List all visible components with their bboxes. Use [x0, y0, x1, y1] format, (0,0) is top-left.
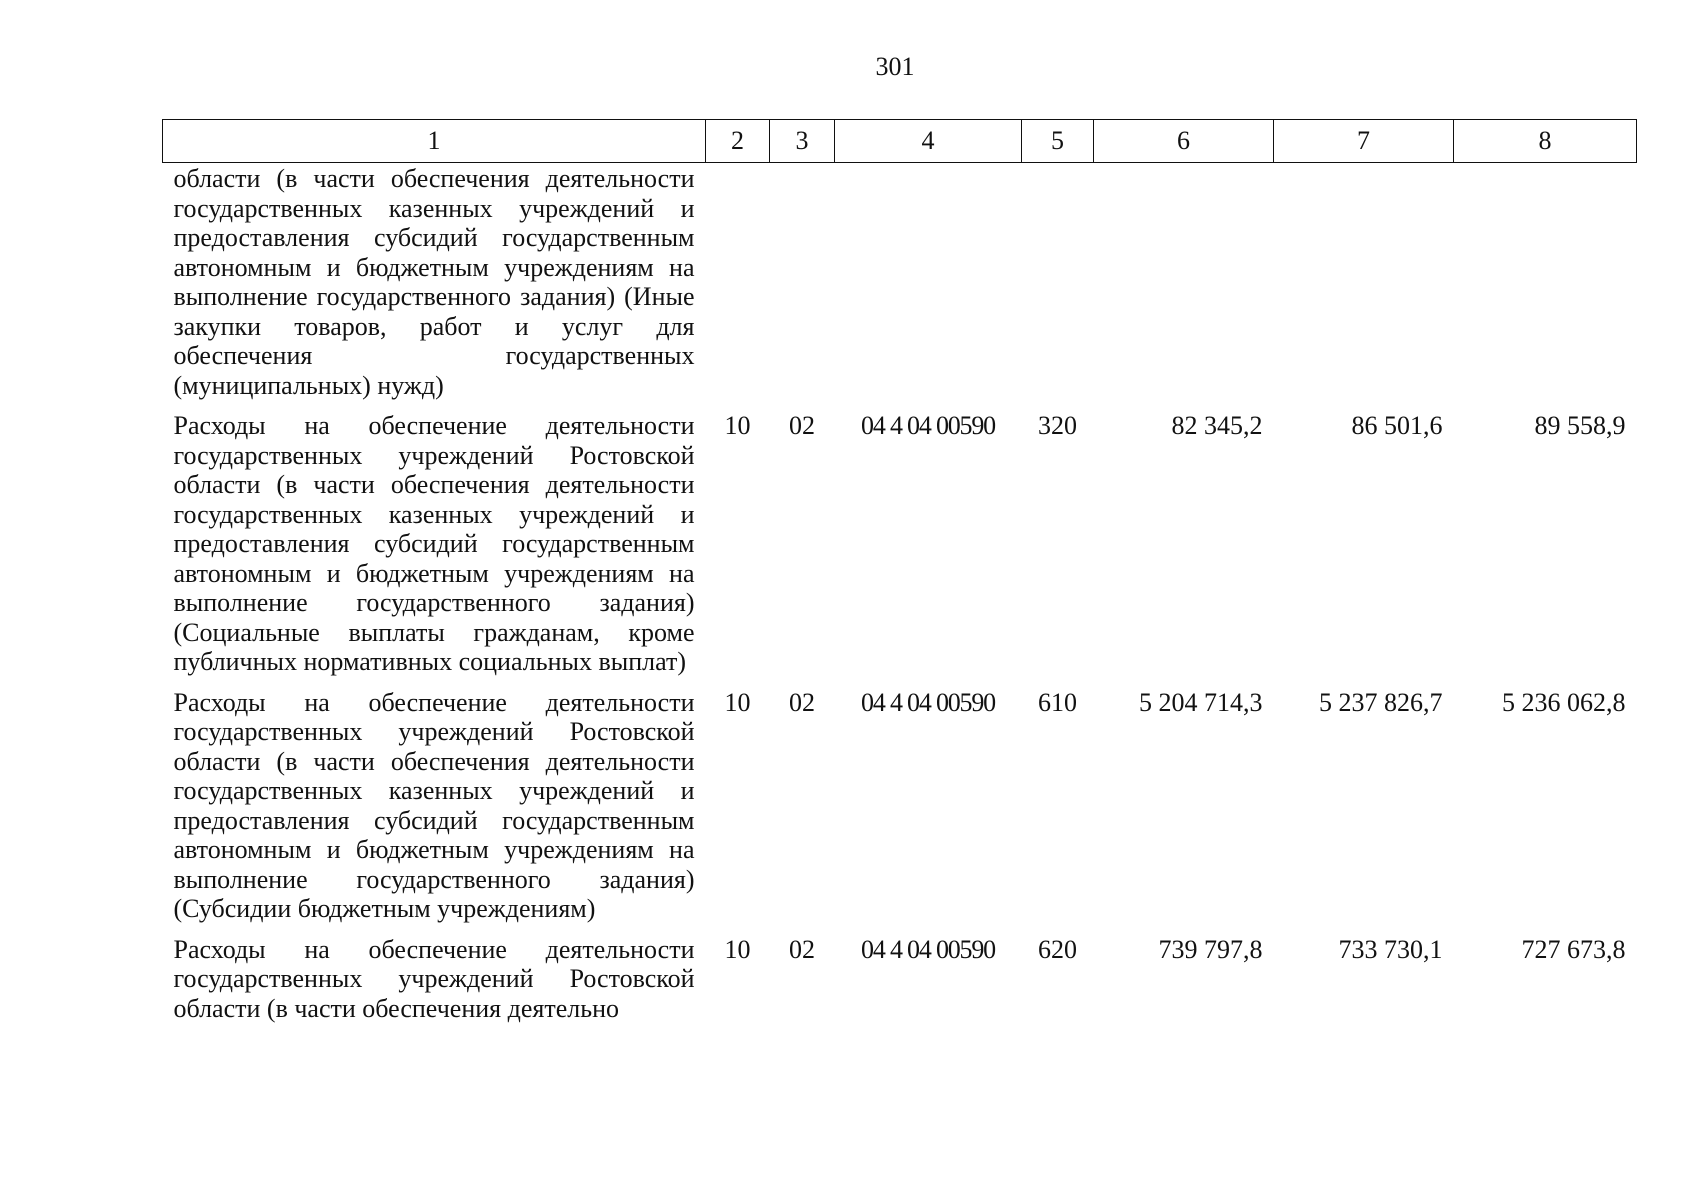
header-row [163, 120, 1637, 163]
header-cell-5: 5 [1022, 120, 1094, 163]
row-value-6: 739 797,8 [1158, 934, 1263, 964]
row-value-7: 86 501,6 [1351, 411, 1443, 440]
row-value-8: 727 673,8 [1521, 934, 1626, 964]
row-section: 10 [724, 934, 751, 964]
row-description: Расходы на обеспечение деятельности государственных учреждений Ростовской области (в части обеспечения деятельно [173, 934, 695, 1023]
budget-table [162, 119, 1637, 1034]
row-target-code: 04 4 04 00590 [861, 411, 995, 440]
header-cell-4: 4 [835, 120, 1022, 163]
row-subsection: 02 [789, 934, 815, 964]
row-subsection: 02 [789, 687, 815, 717]
row-description: области (в части обеспечения деятельности государственных казенных учреждений и предоставления субсидий государственным автономным и бюджетным учреждениям на выполнение государственного задания) (Иные закупки товаров, работ и услуг для обеспечения государственных (муниципальных) нужд) [173, 164, 695, 400]
row-expense-type: 610 [1038, 687, 1077, 717]
row-value-7: 733 730,1 [1338, 934, 1443, 964]
row-subsection: 02 [789, 411, 815, 440]
table-row [163, 688, 1637, 935]
row-section: 10 [724, 687, 751, 717]
row-target-code: 04 4 04 00590 [861, 934, 995, 964]
row-value-6: 5 204 714,3 [1139, 687, 1263, 717]
row-value-7: 5 237 826,7 [1319, 687, 1443, 717]
row-description: Расходы на обеспечение деятельности государственных учреждений Ростовской области (в части обеспечения деятельности государственных казенных учреждений и предоставления субсидий государственным автономным и бюджетным учреждениям на выполнение государственного задания) (Субсидии бюджетным учреждениям) [173, 687, 695, 923]
header-cell-2: 2 [706, 120, 770, 163]
page-number: 301 [875, 52, 915, 81]
header-cell-7: 7 [1274, 120, 1454, 163]
header-cell-6: 6 [1094, 120, 1274, 163]
table-row [163, 935, 1637, 1035]
header-cell-3: 3 [770, 120, 835, 163]
row-value-6: 82 345,2 [1171, 411, 1263, 440]
table-body [163, 163, 1637, 1035]
header-cell-1: 1 [163, 120, 706, 163]
row-target-code: 04 4 04 00590 [861, 687, 995, 717]
row-expense-type: 320 [1038, 411, 1077, 440]
table-header [163, 120, 1637, 163]
row-expense-type: 620 [1038, 934, 1077, 964]
header-cell-8: 8 [1454, 120, 1637, 163]
table-row-continuation [163, 163, 1637, 412]
row-description: Расходы на обеспечение деятельности государственных учреждений Ростовской области (в части обеспечения деятельности государственных казенных учреждений и предоставления субсидий государственным автономным и бюджетным учреждениям на выполнение государственного задания) (Социальные выплаты гражданам, кроме публичных нормативных социальных выплат) [173, 411, 695, 676]
row-value-8: 5 236 062,8 [1502, 687, 1626, 717]
row-value-8: 89 558,9 [1534, 411, 1626, 440]
row-section: 10 [724, 411, 751, 440]
table-row [163, 411, 1637, 688]
